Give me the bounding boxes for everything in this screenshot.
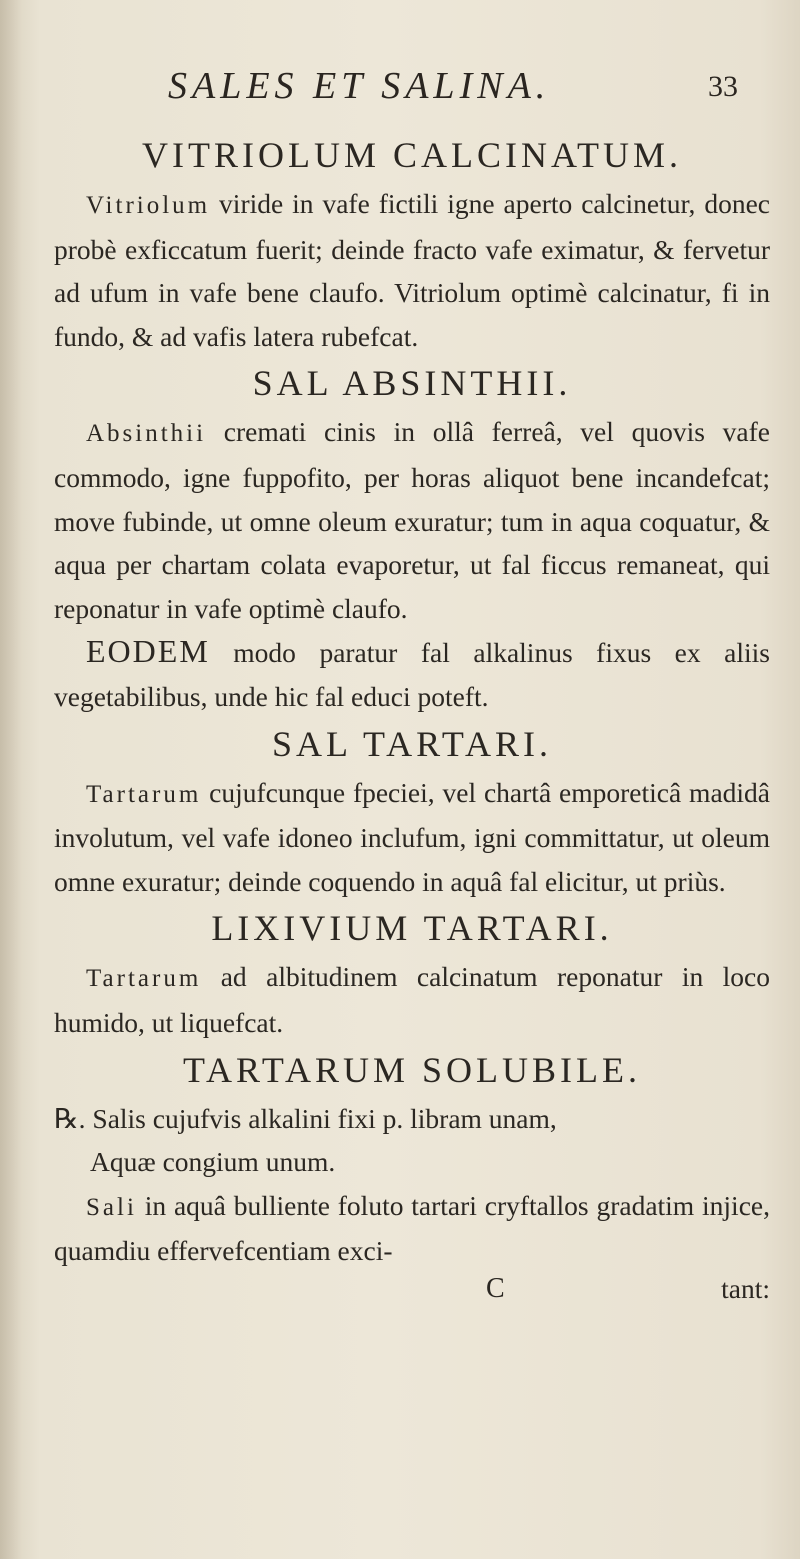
running-head-title: SALES ET SALINA. [168, 65, 551, 107]
page-body [54, 130, 770, 1317]
paragraph-lixivium [54, 955, 770, 1044]
paragraph-vitriolum [54, 182, 770, 358]
lead-word: Tartarum [86, 780, 202, 808]
recipe-block [54, 1097, 770, 1184]
paragraph-text: ad albitudinem calcinatum reponatur in loco humido, ut liquefcat. [54, 961, 770, 1038]
catchword: tant: [721, 1272, 770, 1304]
paragraph-absinthii [54, 410, 770, 630]
section-heading-vitriolum: VITRIOLUM CALCINATUM. [142, 135, 682, 175]
paragraph-text: in aquâ bulliente foluto tartari cryftallos gradatim injice, quamdiu effervefcentiam exci- [54, 1189, 770, 1267]
paragraph-text: cremati cinis in ollâ ferreâ, vel quovis vafe commodo, igne fuppofito, per horas aliquot bene incandefcat; move fubinde, ut omne oleum exuratur; tum in aqua coquatur, & aqua per chartam colata evaporetur, ut fal ficcus remaneat, qui reponatur in vafe optimè claufo. [54, 416, 770, 624]
signature-mark: C [486, 1272, 505, 1304]
recipe-line: Aquæ congium unum. [90, 1146, 336, 1178]
page-number: 33 [708, 70, 738, 103]
lead-word: Vitriolum [86, 192, 211, 219]
section-heading-sal-tartari: SAL TARTARI. [271, 723, 553, 764]
gutter-shadow [0, 0, 22, 1559]
footer-line [54, 1273, 770, 1317]
recipe-line: ℞. Salis cujufvis alkalini fixi p. libram unam, [54, 1102, 557, 1134]
section-heading-tartarum-solubile: TARTARUM SOLUBILE. [182, 1049, 642, 1090]
section-heading-lixivium: LIXIVIUM TARTARI. [211, 908, 613, 949]
lead-word: Sali [86, 1193, 137, 1221]
paragraph-text: cujufcunque fpeciei, vel chartâ emporeticâ madidâ involutum, vel vafe idoneo inclufum, igni committatur, ut oleum omne exuratur; deinde coquendo in aquâ fal elicitur, ut priùs. [54, 776, 770, 897]
running-head [0, 64, 800, 114]
paragraph-eodem [54, 630, 770, 718]
section-heading-absinthii: SAL ABSINTHII. [252, 363, 572, 404]
lead-word: Tartarum [86, 965, 202, 993]
lead-word: Absinthii [86, 420, 207, 448]
lead-word: EODEM [86, 633, 210, 670]
paragraph-text: viride in vafe fictili igne aperto calcinetur, donec probè exficcatum fuerit; deinde fracto vafe eximatur, & fervetur ad ufum in vafe bene claufo. Vitriolum optimè calcinatur, fi in fundo, & ad vafis latera rubefcat. [54, 188, 770, 352]
paragraph-sal-tartari [54, 771, 770, 904]
paragraph-tartarum-solubile [54, 1184, 770, 1273]
paragraph-text: modo paratur fal alkalinus fixus ex aliis vegetabilibus, unde hic fal educi poteft. [54, 637, 770, 712]
